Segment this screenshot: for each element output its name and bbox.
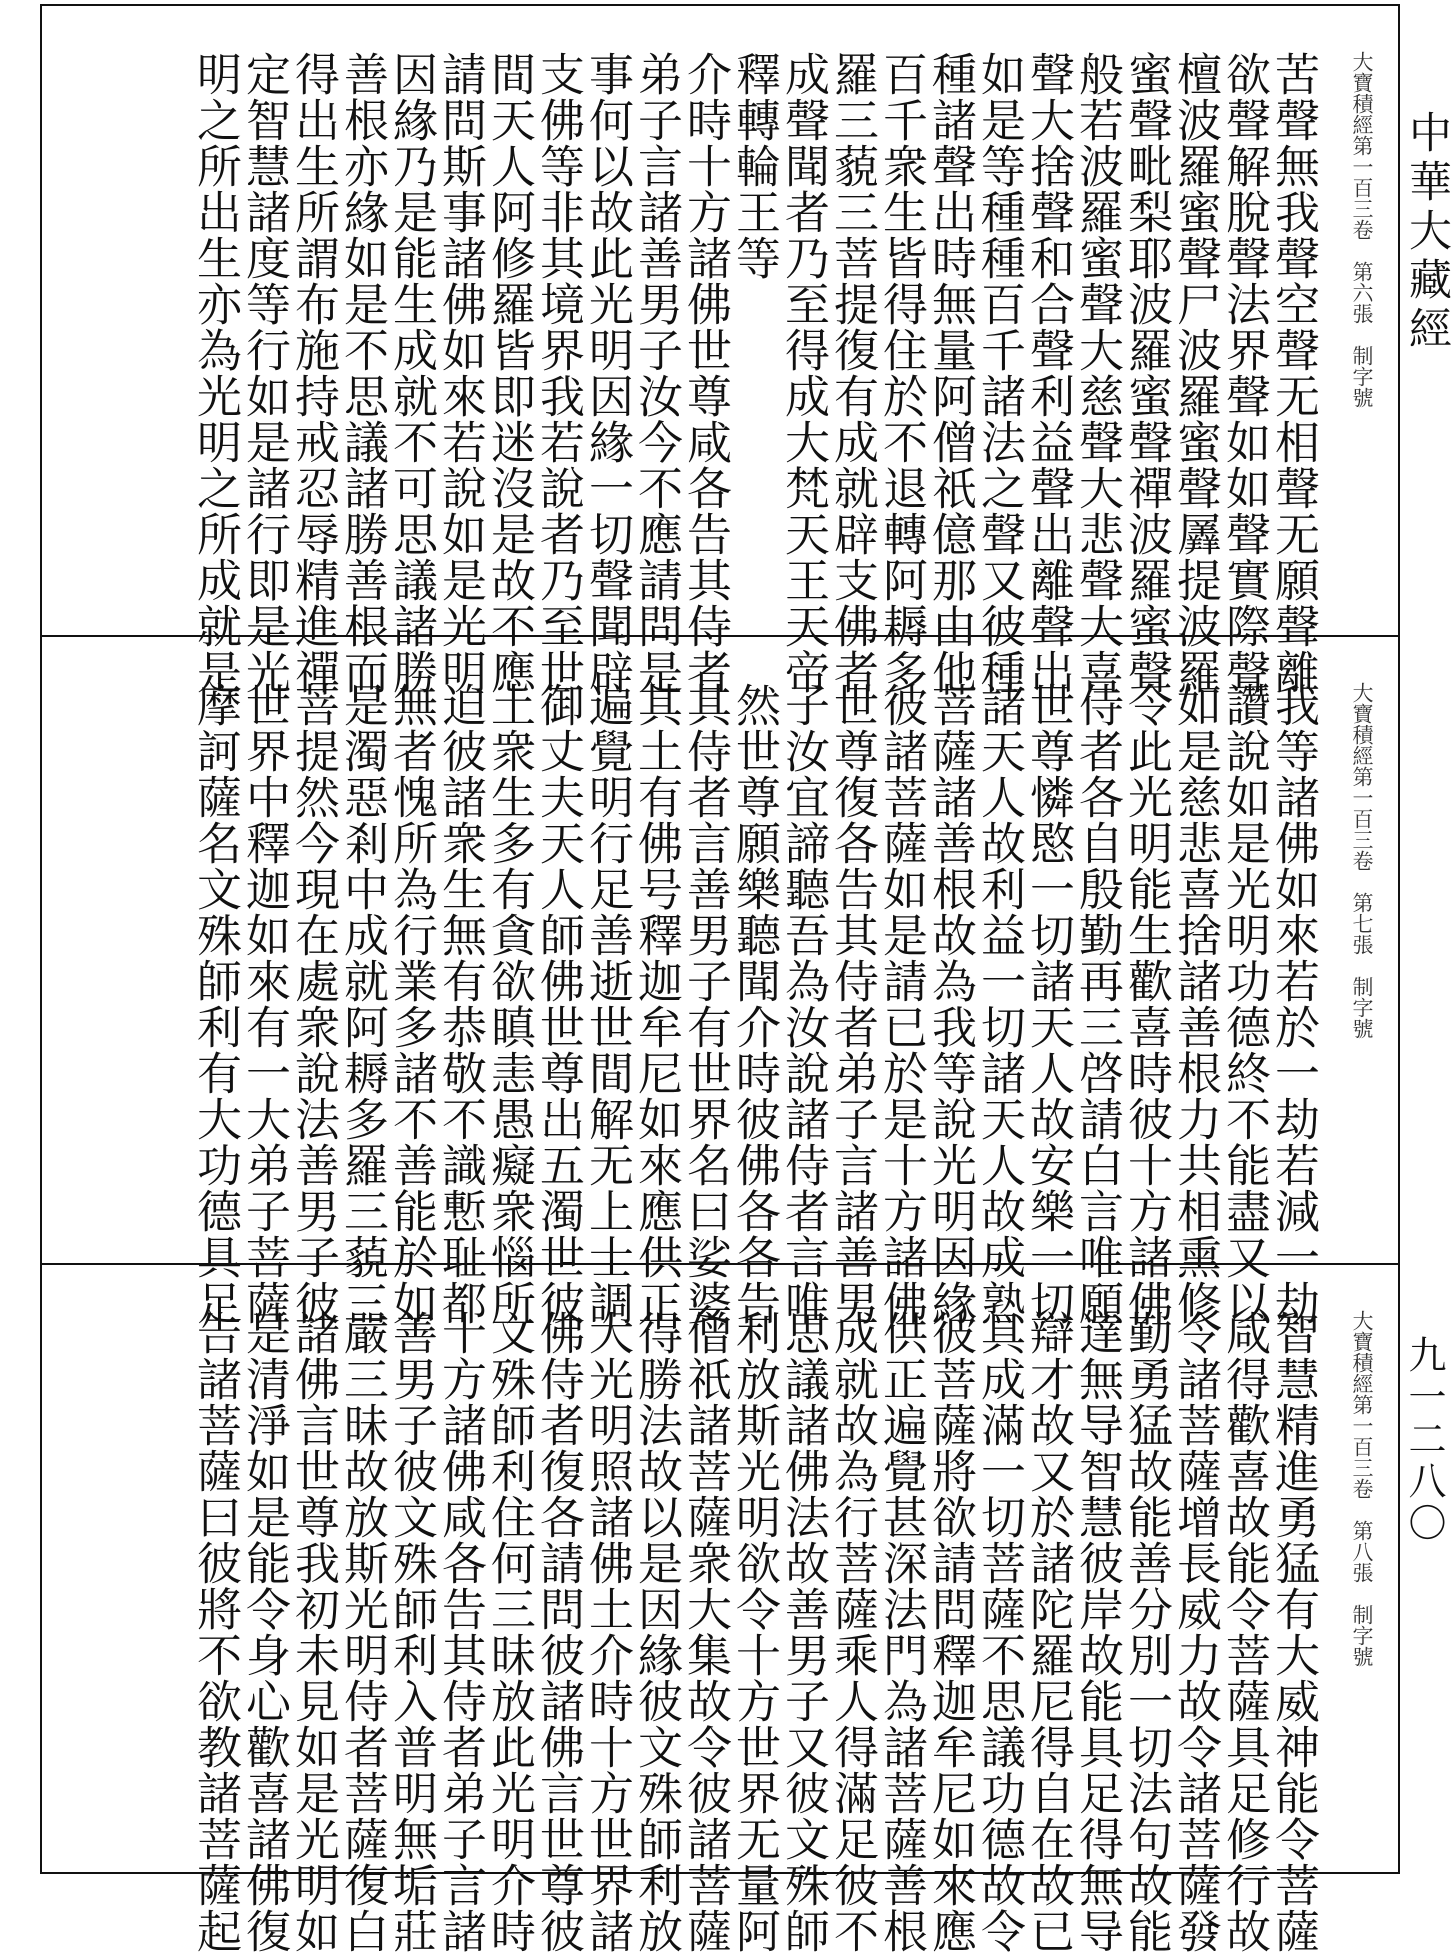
text-column: 諸天人故利益一切諸天人故成熟 <box>973 682 1026 1326</box>
text-column: 大光明照諸佛土介時十方世界諸 <box>581 1310 634 1954</box>
text-column: 善根亦緣如是不思議諸勝善根而 <box>336 51 389 695</box>
text-column: 弟子言諸善男子汝今不應請問是 <box>630 51 683 695</box>
text-column: 聲大捨聲和合聲利益聲出離聲出 <box>1022 51 1075 695</box>
text-column: 介時十方諸佛世尊咸各告其侍者 <box>679 51 732 695</box>
text-column: 無者愧所為行業多諸不善能於如 <box>385 682 438 1326</box>
text-column: 支佛等非其境界我若說者乃至世 <box>532 51 585 695</box>
text-column: 令諸菩薩增長威力故令諸菩薩發 <box>1169 1310 1222 1954</box>
text-column: 佛侍者復各請問彼諸佛言世尊彼 <box>532 1310 585 1954</box>
text-column: 其侍者言善男子有世界名曰娑婆 <box>679 682 732 1326</box>
text-column: 辯才故又於諸陀羅尼得自在故已 <box>1022 1310 1075 1954</box>
text-column: 羅三藐三菩提復有成就辟支佛者 <box>826 51 879 695</box>
text-column: 間天人阿修羅皆即迷沒是故不應 <box>483 51 536 695</box>
text-column: 是濁惡剎中成就阿耨多羅三藐三 <box>336 682 389 1326</box>
text-column: 供正遍覺甚深法門為諸菩薩善根 <box>875 1310 928 1954</box>
text-column: 得勝法故以是因緣彼文殊師利放 <box>630 1310 683 1954</box>
text-column: 讚說如是光明功德終不能盡又以 <box>1218 682 1271 1326</box>
text-column: 善男子彼文殊師利入普明無垢莊 <box>385 1310 438 1954</box>
text-column: 十方諸佛咸各告其侍者弟子言諸 <box>434 1310 487 1954</box>
text-column: 其土有佛号釋迦牟尼如來應供正 <box>630 682 683 1326</box>
catalogue-note: 大寶積經第一百三卷 第七張 制字號 <box>1350 682 1374 1039</box>
text-column: 得出生所謂布施持戒忍辱精進禪 <box>287 51 340 695</box>
text-column: 定智慧諸度等行如是諸行即是光 <box>238 51 291 695</box>
text-column: 欲聲解脫聲法界聲如如聲實際聲 <box>1218 51 1271 695</box>
text-column: 智慧精進勇猛有大威神能令菩薩 <box>1267 1310 1320 1954</box>
text-column: 是清淨如是能令身心歡喜諸佛復 <box>238 1310 291 1954</box>
text-column: 文殊師利住何三昧放此光明介時 <box>483 1310 536 1954</box>
text-column: 種諸聲出時無量阿僧祇億那由他 <box>924 51 977 695</box>
text-column: 菩提然今現在處衆說法善男子彼 <box>287 682 340 1326</box>
text-column: 如是等種種百千諸法之聲又彼種 <box>973 51 1026 695</box>
text-panel-2 <box>42 637 1398 1326</box>
text-column: 成聲聞者乃至得成大梵天王天帝 <box>777 51 830 695</box>
text-column: 摩訶薩名文殊師利有大功德具足 <box>189 682 242 1326</box>
text-column: 思議諸佛法故善男子又彼文殊師 <box>777 1310 830 1954</box>
text-column: 菩薩諸善根故為我等說光明因緣 <box>924 682 977 1326</box>
scripture-columns <box>189 1310 1320 1954</box>
page-number: 九一二八〇 <box>1402 1335 1446 1545</box>
text-column: 世尊憐愍一切諸天人故安樂一切 <box>1022 682 1075 1326</box>
text-column: 世尊復各告其侍者弟子言諸善男 <box>826 682 879 1326</box>
text-column: 告諸菩薩曰彼將不欲教諸菩薩起 <box>189 1310 242 1954</box>
text-column: 苦聲無我聲空聲无相聲无願聲離 <box>1267 51 1320 695</box>
text-column: 如是慈悲喜捨諸善根力共相熏修 <box>1169 682 1222 1326</box>
text-column: 遍覺明行足善逝世間解无上士調 <box>581 682 634 1326</box>
text-column: 然世尊願樂聽聞介時彼佛各各告 <box>728 682 781 1326</box>
text-column: 般若波羅蜜聲大慈聲大悲聲大喜 <box>1071 51 1124 695</box>
text-panel-1 <box>42 6 1398 695</box>
text-column: 釋轉輪王等 <box>728 51 781 281</box>
scripture-columns <box>189 51 1320 695</box>
catalogue-note: 大寶積經第一百三卷 第六張 制字號 <box>1350 51 1374 408</box>
text-column: 諸佛言世尊我初未見如是光明如 <box>287 1310 340 1954</box>
text-column: 土衆生多有貪欲瞋恚愚癡衆惱所 <box>483 682 536 1326</box>
text-column: 明之所出生亦為光明之所成就是 <box>189 51 242 695</box>
text-column: 迫彼諸衆生無有恭敬不識慙耻都 <box>434 682 487 1326</box>
text-column: 請問斯事諸佛如來若說如是光明 <box>434 51 487 695</box>
text-column: 利放斯光明欲令十方世界无量阿 <box>728 1310 781 1954</box>
text-column: 世界中釋迦如來有一大弟子菩薩 <box>238 682 291 1326</box>
text-column: 彼諸菩薩如是請已於是十方諸佛 <box>875 682 928 1326</box>
text-column: 御丈夫天人師佛世尊出五濁世彼 <box>532 682 585 1326</box>
text-column: 咸得歡喜故能令菩薩具足修行故 <box>1218 1310 1271 1954</box>
text-column: 事何以故此光明因緣一切聲聞辟 <box>581 51 634 695</box>
text-column: 因緣乃是能生成就不可思議諸勝 <box>385 51 438 695</box>
text-column: 嚴三昧故放斯光明侍者菩薩復白 <box>336 1310 389 1954</box>
catalogue-note: 大寶積經第一百三卷 第八張 制字號 <box>1350 1310 1374 1667</box>
text-panel-3 <box>42 1265 1398 1954</box>
text-column: 侍者各自殷勤再三啓請白言唯願 <box>1071 682 1124 1326</box>
text-column: 檀波羅蜜聲尸波羅蜜聲羼提波羅 <box>1169 51 1222 695</box>
text-column: 子汝宜諦聽吾為汝說諸侍者言唯 <box>777 682 830 1326</box>
text-column: 彼菩薩將欲請問釋迦牟尼如來應 <box>924 1310 977 1954</box>
text-column: 百千衆生皆得住於不退轉阿耨多 <box>875 51 928 695</box>
text-column: 成就故為行菩薩乘人得滿足彼不 <box>826 1310 879 1954</box>
text-column: 達無导智慧彼岸故能具足得無导 <box>1071 1310 1124 1954</box>
text-column: 蜜聲毗梨耶波羅蜜聲禪波羅蜜聲 <box>1120 51 1173 695</box>
scripture-columns <box>189 682 1320 1326</box>
text-column: 僧祇諸菩薩衆大集故令彼諸菩薩 <box>679 1310 732 1954</box>
text-column: 勤勇猛故能善分別一切法句故能 <box>1120 1310 1173 1954</box>
text-column: 令此光明能生歡喜時彼十方諸佛 <box>1120 682 1173 1326</box>
text-column: 具成滿一切菩薩不思議功德故令 <box>973 1310 1026 1954</box>
text-column: 我等諸佛如來若於一劫若減一劫 <box>1267 682 1320 1326</box>
collection-title: 中華大藏經 <box>1402 110 1452 355</box>
